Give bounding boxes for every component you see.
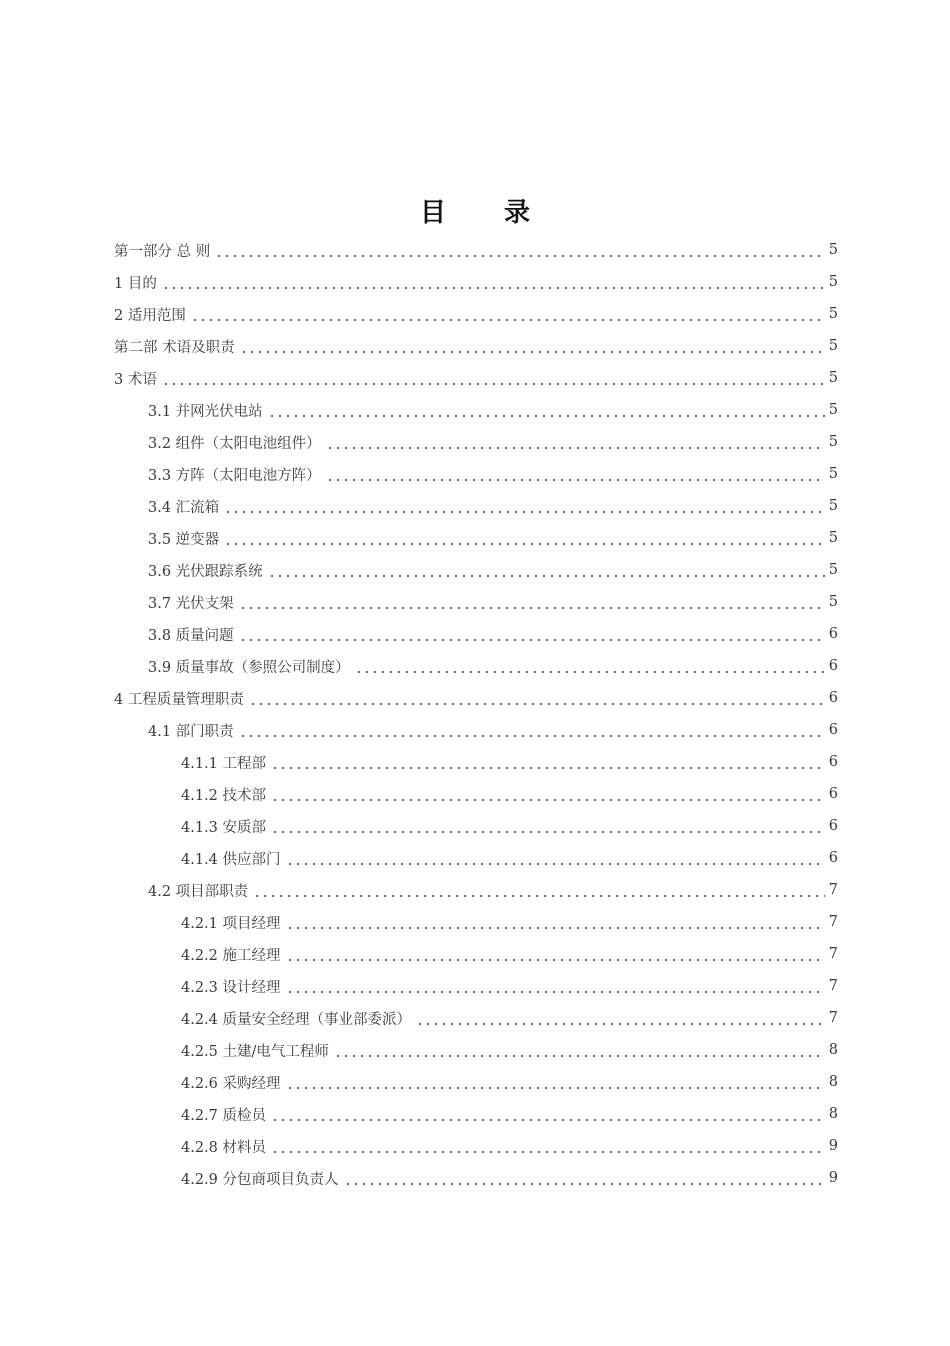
toc-entry-label: 3.9 质量事故（参照公司制度） bbox=[148, 656, 352, 677]
toc-entry-label: 4.1.1 工程部 bbox=[181, 752, 268, 773]
toc-entry-page: 5 bbox=[828, 594, 838, 610]
toc-entry-label: 3.4 汇流箱 bbox=[148, 496, 221, 517]
table-of-contents bbox=[114, 234, 838, 1194]
toc-entry-label: 4.2 项目部职责 bbox=[148, 880, 250, 901]
toc-entry[interactable] bbox=[114, 1002, 838, 1034]
toc-entry-page: 5 bbox=[828, 242, 838, 258]
dot-leader bbox=[286, 1075, 825, 1089]
toc-entry-page: 5 bbox=[828, 434, 838, 450]
toc-entry-page: 7 bbox=[828, 1010, 838, 1026]
toc-entry[interactable] bbox=[114, 234, 838, 266]
dot-leader bbox=[271, 1107, 825, 1121]
page-title bbox=[0, 192, 950, 229]
toc-entry-page: 5 bbox=[828, 466, 838, 482]
toc-entry-label: 3.6 光伏跟踪系统 bbox=[148, 560, 265, 581]
toc-entry-page: 6 bbox=[828, 626, 838, 642]
toc-entry-label: 第二部 术语及职责 bbox=[114, 336, 237, 357]
toc-entry-page: 9 bbox=[828, 1170, 838, 1186]
toc-entry-page: 5 bbox=[828, 402, 838, 418]
dot-leader bbox=[344, 1171, 825, 1185]
dot-leader bbox=[268, 403, 825, 417]
toc-entry-page: 9 bbox=[828, 1138, 838, 1154]
toc-entry[interactable] bbox=[114, 330, 838, 362]
toc-entry-label: 4 工程质量管理职责 bbox=[114, 688, 246, 709]
dot-leader bbox=[239, 723, 825, 737]
toc-entry-page: 6 bbox=[828, 658, 838, 674]
toc-entry-label: 2 适用范围 bbox=[114, 304, 188, 325]
toc-entry-label: 4.2.7 质检员 bbox=[181, 1104, 268, 1125]
toc-entry-label: 4.1.3 安质部 bbox=[181, 816, 268, 837]
toc-entry-page: 8 bbox=[828, 1074, 838, 1090]
dot-leader bbox=[239, 595, 825, 609]
toc-entry-label: 3.3 方阵（太阳电池方阵） bbox=[148, 464, 323, 485]
toc-entry[interactable] bbox=[114, 1130, 838, 1162]
toc-entry[interactable] bbox=[114, 394, 838, 426]
dot-leader bbox=[215, 243, 825, 257]
dot-leader bbox=[286, 979, 825, 993]
dot-leader bbox=[268, 563, 825, 577]
toc-entry-page: 6 bbox=[828, 818, 838, 834]
toc-entry[interactable] bbox=[114, 458, 838, 490]
toc-entry[interactable] bbox=[114, 874, 838, 906]
dot-leader bbox=[286, 851, 825, 865]
dot-leader bbox=[162, 275, 825, 289]
toc-entry-page: 5 bbox=[828, 370, 838, 386]
dot-leader bbox=[416, 1011, 825, 1025]
toc-entry-page: 6 bbox=[828, 722, 838, 738]
toc-entry-label: 4.2.6 采购经理 bbox=[181, 1072, 283, 1093]
toc-entry[interactable] bbox=[114, 618, 838, 650]
dot-leader bbox=[271, 787, 825, 801]
toc-entry-page: 7 bbox=[828, 914, 838, 930]
toc-entry-label: 3.8 质量问题 bbox=[148, 624, 236, 645]
toc-entry[interactable] bbox=[114, 810, 838, 842]
toc-entry[interactable] bbox=[114, 906, 838, 938]
toc-entry-label: 3.1 并网光伏电站 bbox=[148, 400, 265, 421]
toc-entry-page: 5 bbox=[828, 562, 838, 578]
dot-leader bbox=[191, 307, 825, 321]
dot-leader bbox=[286, 915, 825, 929]
toc-entry[interactable] bbox=[114, 1066, 838, 1098]
toc-entry-label: 4.2.1 项目经理 bbox=[181, 912, 283, 933]
toc-entry-page: 5 bbox=[828, 338, 838, 354]
toc-entry-label: 第一部分 总 则 bbox=[114, 240, 212, 261]
toc-entry[interactable] bbox=[114, 266, 838, 298]
dot-leader bbox=[271, 1139, 825, 1153]
toc-entry[interactable] bbox=[114, 554, 838, 586]
toc-entry-label: 1 目的 bbox=[114, 272, 159, 293]
dot-leader bbox=[271, 819, 825, 833]
toc-entry[interactable] bbox=[114, 938, 838, 970]
toc-entry-page: 6 bbox=[828, 754, 838, 770]
dot-leader bbox=[224, 531, 825, 545]
toc-entry-label: 3.7 光伏支架 bbox=[148, 592, 236, 613]
dot-leader bbox=[355, 659, 825, 673]
dot-leader bbox=[249, 691, 825, 705]
toc-entry[interactable] bbox=[114, 522, 838, 554]
toc-entry-page: 5 bbox=[828, 274, 838, 290]
toc-entry-page: 7 bbox=[828, 882, 838, 898]
toc-entry-label: 4.2.8 材料员 bbox=[181, 1136, 268, 1157]
toc-entry-label: 4.1.2 技术部 bbox=[181, 784, 268, 805]
toc-entry[interactable] bbox=[114, 426, 838, 458]
toc-entry[interactable] bbox=[114, 682, 838, 714]
toc-entry-page: 8 bbox=[828, 1106, 838, 1122]
toc-entry[interactable] bbox=[114, 714, 838, 746]
toc-entry-label: 3.2 组件（太阳电池组件） bbox=[148, 432, 323, 453]
toc-entry-page: 6 bbox=[828, 786, 838, 802]
dot-leader bbox=[271, 755, 825, 769]
toc-entry[interactable] bbox=[114, 1034, 838, 1066]
toc-entry-page: 5 bbox=[828, 530, 838, 546]
toc-entry-label: 4.1.4 供应部门 bbox=[181, 848, 283, 869]
toc-entry[interactable] bbox=[114, 586, 838, 618]
toc-entry-label: 4.2.2 施工经理 bbox=[181, 944, 283, 965]
title-char-2: 录 bbox=[504, 198, 531, 228]
toc-entry-page: 5 bbox=[828, 498, 838, 514]
toc-entry-page: 6 bbox=[828, 850, 838, 866]
dot-leader bbox=[326, 435, 825, 449]
toc-entry[interactable] bbox=[114, 650, 838, 682]
toc-entry-label: 4.2.3 设计经理 bbox=[181, 976, 283, 997]
toc-entry-label: 4.2.5 土建/电气工程师 bbox=[181, 1040, 331, 1061]
dot-leader bbox=[224, 499, 825, 513]
toc-entry[interactable] bbox=[114, 1098, 838, 1130]
title-char-1: 目 bbox=[419, 198, 446, 228]
dot-leader bbox=[162, 371, 825, 385]
toc-entry-page: 5 bbox=[828, 306, 838, 322]
dot-leader bbox=[253, 883, 825, 897]
toc-entry-page: 7 bbox=[828, 946, 838, 962]
toc-entry[interactable] bbox=[114, 842, 838, 874]
toc-entry-page: 7 bbox=[828, 978, 838, 994]
toc-entry-label: 4.2.9 分包商项目负责人 bbox=[181, 1168, 341, 1189]
toc-entry[interactable] bbox=[114, 490, 838, 522]
dot-leader bbox=[239, 627, 825, 641]
toc-entry[interactable] bbox=[114, 362, 838, 394]
toc-entry[interactable] bbox=[114, 298, 838, 330]
dot-leader bbox=[240, 339, 825, 353]
dot-leader bbox=[286, 947, 825, 961]
dot-leader bbox=[334, 1043, 825, 1057]
dot-leader bbox=[326, 467, 825, 481]
toc-entry-page: 6 bbox=[828, 690, 838, 706]
toc-entry-page: 8 bbox=[828, 1042, 838, 1058]
toc-entry-label: 4.2.4 质量安全经理（事业部委派） bbox=[181, 1008, 413, 1029]
toc-entry-label: 4.1 部门职责 bbox=[148, 720, 236, 741]
toc-entry[interactable] bbox=[114, 970, 838, 1002]
toc-entry[interactable] bbox=[114, 746, 838, 778]
toc-entry-label: 3.5 逆变器 bbox=[148, 528, 221, 549]
toc-entry[interactable] bbox=[114, 1162, 838, 1194]
toc-entry-label: 3 术语 bbox=[114, 368, 159, 389]
toc-entry[interactable] bbox=[114, 778, 838, 810]
